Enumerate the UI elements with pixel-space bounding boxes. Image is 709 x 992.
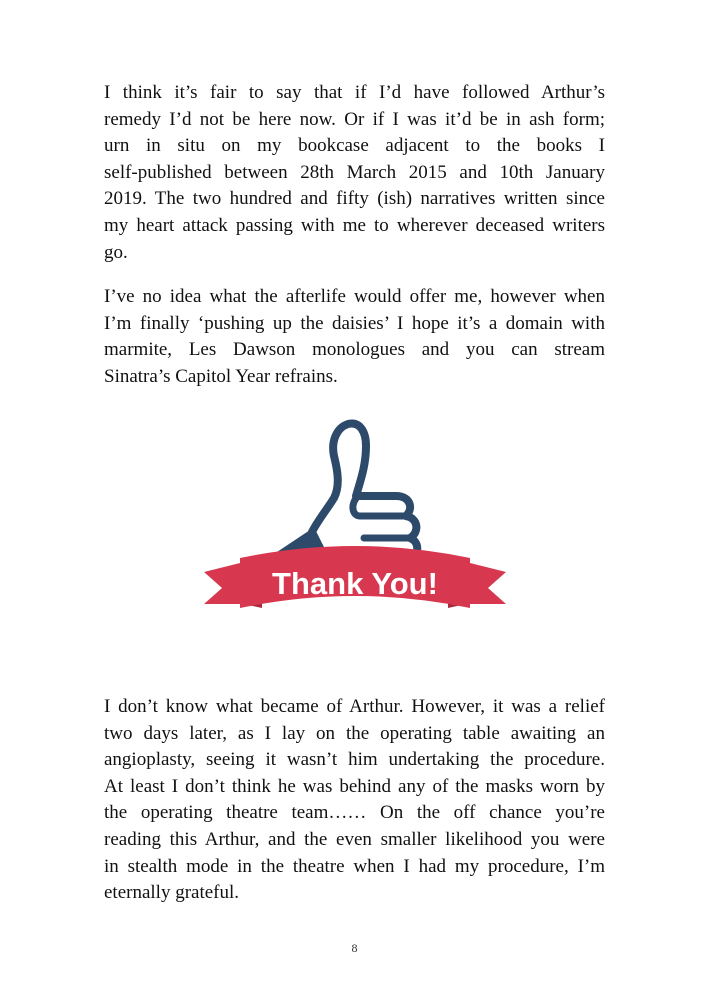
text-line: Sinatra’s Capitol Year refrains. xyxy=(104,365,338,387)
text-line: I don’t know what became of Arthur. However, it was a relief xyxy=(104,696,605,717)
text-line: marmite, Les Dawson monologues and you can stream xyxy=(104,339,605,361)
thank-you-illustration xyxy=(200,412,510,637)
text-line: At least I don’t think he was behind any of the masks worn by xyxy=(104,775,605,797)
text-line: I think it’s fair to say that if I’d have followed Arthur’s xyxy=(104,82,605,103)
text-line: urn in situ on my bookcase adjacent to the books I xyxy=(104,135,605,157)
text-line: self-published between 28th March 2015 and 10th January xyxy=(104,161,605,183)
text-line: I’ve no idea what the afterlife would offer me, however when xyxy=(104,286,605,307)
banner-text: Thank You! xyxy=(272,566,438,601)
paragraph-1 xyxy=(104,80,605,266)
ribbon-tail-right xyxy=(466,562,506,604)
text-line: go. xyxy=(104,241,128,263)
text-line: in stealth mode in the theatre when I had my procedure, I’m xyxy=(104,855,605,877)
text-line: 2019. The two hundred and fifty (ish) narratives written since xyxy=(104,188,605,210)
page-number: 8 xyxy=(351,941,358,955)
text-line: remedy I’d not be here now. Or if I was it’d be in ash form; xyxy=(104,108,605,130)
text-line: angioplasty, seeing it wasn’t him undertaking the procedure. xyxy=(104,749,605,771)
text-line: reading this Arthur, and the even smaller likelihood you were xyxy=(104,828,605,850)
text-line: two days later, as I lay on the operating table awaiting an xyxy=(104,722,605,744)
text-line: my heart attack passing with me to wherever deceased writers xyxy=(104,214,605,236)
paragraph-3 xyxy=(104,694,605,907)
text-line: the operating theatre team…… On the off chance you’re xyxy=(104,802,605,824)
paragraph-2 xyxy=(104,284,605,390)
thumbs-up-icon xyxy=(200,412,510,637)
text-line: I’m finally ‘pushing up the daisies’ I hope it’s a domain with xyxy=(104,312,605,334)
ribbon-tail-left xyxy=(204,562,244,604)
text-line: eternally grateful. xyxy=(104,882,240,904)
